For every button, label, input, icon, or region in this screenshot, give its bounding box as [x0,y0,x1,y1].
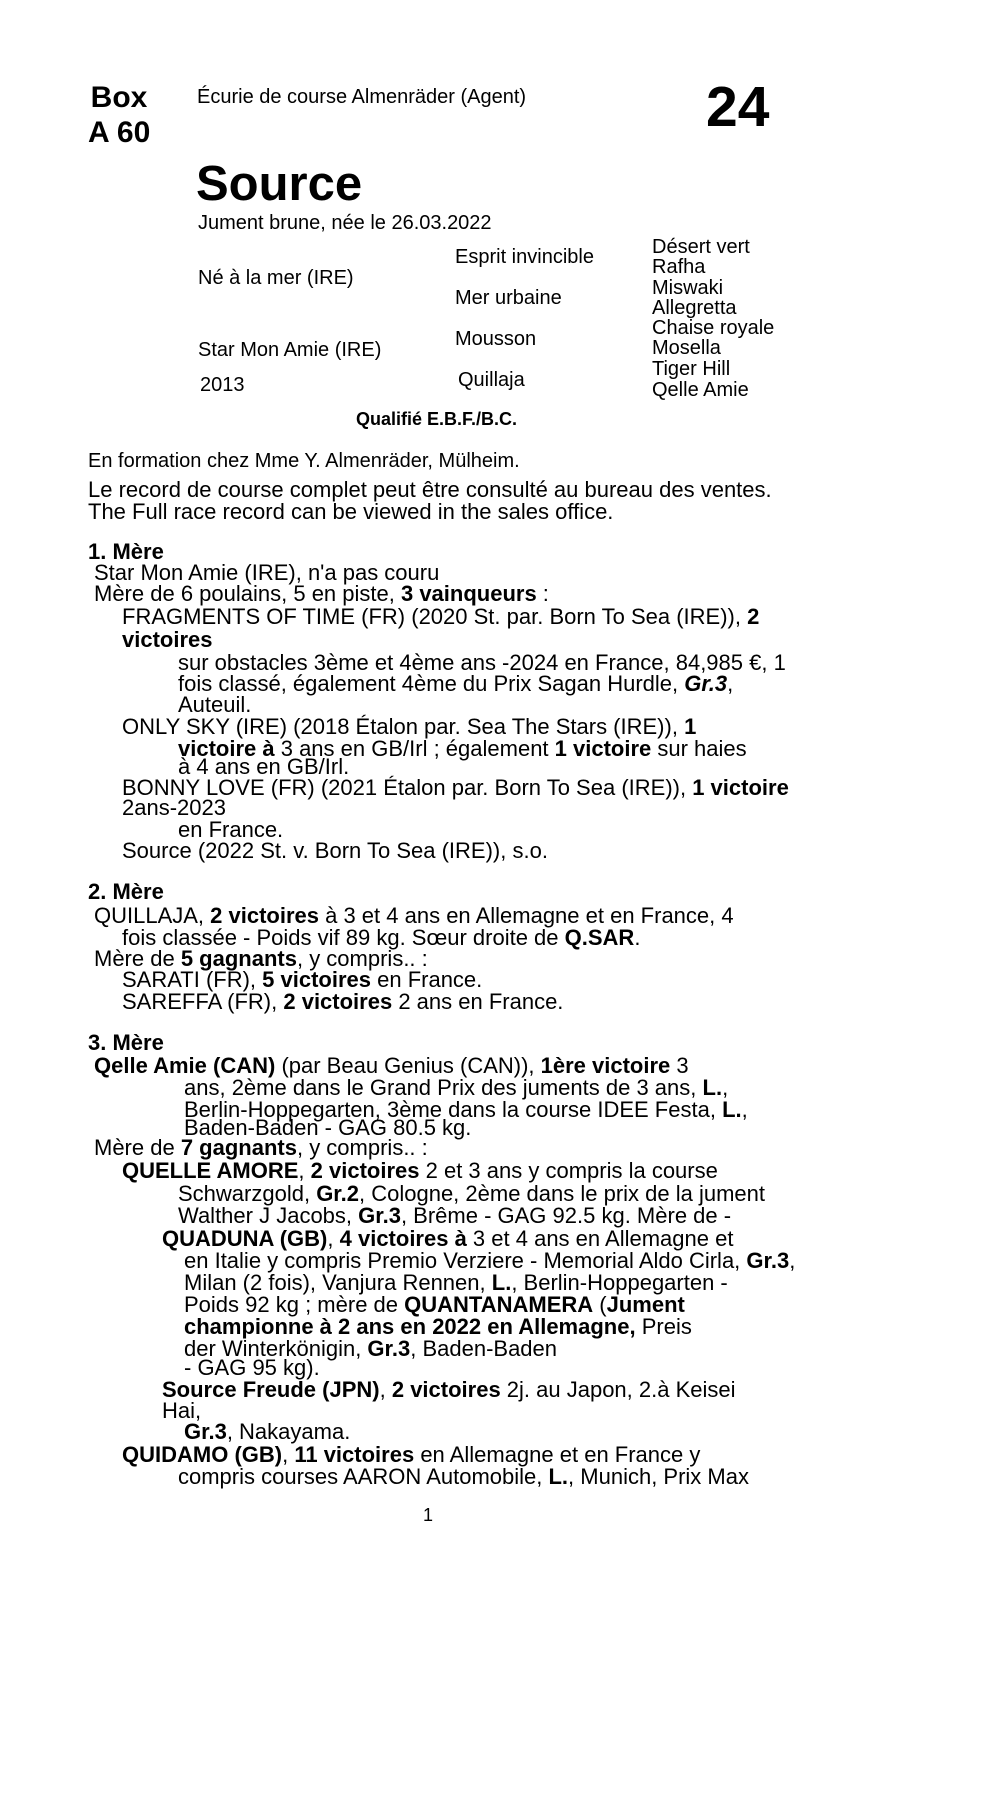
pedigree-grandparent: Mer urbaine [455,287,562,309]
pedigree-sire: Né à la mer (IRE) [198,267,354,289]
pedigree-great-grandparent: Tiger Hill [652,358,731,380]
section-line: SAREFFA (FR), 2 victoires 2 ans en France. [122,989,564,1014]
section-line: BONNY LOVE (FR) (2021 Étalon par. Born To Sea (IRE)), 1 victoire [122,775,789,800]
pedigree-dam: Star Mon Amie (IRE) [198,339,382,361]
section-line: Schwarzgold, Gr.2, Cologne, 2ème dans le prix de la jument [178,1181,766,1206]
section-line: 2ans-2023 [122,795,226,820]
section-line: Poids 92 kg ; mère de QUANTANAMERA (Jument [184,1292,685,1317]
box-line-2: A 60 [88,116,151,149]
section-line: QUELLE AMORE, 2 victoires 2 et 3 ans y compris la course [122,1158,718,1183]
section-line: QUILLAJA, 2 victoires à 3 et 4 ans en Allemagne et en France, 4 [94,903,734,928]
qualification: Qualifié E.B.F./B.C. [356,409,518,429]
section-line: championne à 2 ans en 2022 en Allemagne, Preis [184,1314,692,1339]
pedigree-great-grandparent: Qelle Amie [652,379,749,401]
section-line: der Winterkönigin, Gr.3, Baden-Baden [184,1336,558,1361]
pedigree-grandparent: Mousson [455,328,537,350]
section-line: QUIDAMO (GB), 11 victoires en Allemagne et en France y [122,1442,701,1467]
consignor: Écurie de course Almenräder (Agent) [197,86,527,108]
pedigree-great-grandparent: Miswaki [652,277,724,299]
horse-description: Jument brune, née le 26.03.2022 [198,212,492,234]
pedigree-great-grandparent: Mosella [652,337,721,359]
lot-number: 24 [706,75,770,139]
section-line: Source Freude (JPN), 2 victoires 2j. au Japon, 2.à Keisei [162,1377,736,1402]
section-line: Star Mon Amie (IRE), n'a pas couru [94,560,440,585]
section-line: Mère de 7 gagnants, y compris.. : [94,1135,428,1160]
section-line: - GAG 95 kg). [184,1355,320,1380]
section-line: QUADUNA (GB), 4 victoires à 3 et 4 ans en Allemagne et [162,1226,734,1251]
pedigree-great-grandparent: Chaise royale [652,317,775,339]
section-line: en France. [178,817,284,842]
section-line: ans, 2ème dans le Grand Prix des juments de 3 ans, L., [184,1075,729,1100]
section-line: ONLY SKY (IRE) (2018 Étalon par. Sea The Stars (IRE)), 1 [122,714,697,739]
section-line: Auteuil. [178,692,252,717]
section-title: 1. Mère [88,539,164,564]
horse-name: Source [196,157,363,211]
pedigree-great-grandparent: Rafha [652,256,706,278]
section-line: Berlin-Hoppegarten, 3ème dans la course IDEE Festa, L., [184,1097,748,1122]
section-line: Mère de 6 poulains, 5 en piste, 3 vainqueurs : [94,581,549,606]
section-line: à 4 ans en GB/Irl. [178,754,350,779]
record-notice-fr: Le record de course complet peut être consulté au bureau des ventes. [88,477,772,502]
section-line: sur obstacles 3ème et 4ème ans -2024 en France, 84,985 €, 1 [178,650,786,675]
section-line: Source (2022 St. v. Born To Sea (IRE)), s.o. [122,838,548,863]
box-label [88,80,150,150]
section-line: victoires [122,627,213,652]
section-line: en Italie y compris Premio Verziere - Memorial Aldo Cirla, Gr.3, [184,1248,796,1273]
section-line: Mère de 5 gagnants, y compris.. : [94,946,428,971]
section-title: 3. Mère [88,1030,164,1055]
section-title: 2. Mère [88,879,164,904]
section-line: fois classée - Poids vif 89 kg. Sœur droite de Q.SAR. [122,925,641,950]
section-line: Milan (2 fois), Vanjura Rennen, L., Berlin-Hoppegarten - [184,1270,728,1295]
pedigree-dam-year: 2013 [200,374,245,396]
pedigree-grandparent: Quillaja [458,369,525,391]
section-line: SARATI (FR), 5 victoires en France. [122,967,483,992]
section-line: fois classé, également 4ème du Prix Sagan Hurdle, Gr.3, [178,671,734,696]
section-line: Gr.3, Nakayama. [184,1419,351,1444]
page-number: 1 [423,1505,434,1525]
section-line: compris courses AARON Automobile, L., Munich, Prix Max [178,1464,749,1489]
pedigree-grandparent: Esprit invincible [455,246,594,268]
pedigree-great-grandparent: Désert vert [652,236,750,258]
section-line: Walther J Jacobs, Gr.3, Brême - GAG 92.5 kg. Mère de - [178,1203,732,1228]
box-line-1: Box [90,81,148,114]
pedigree-great-grandparent: Allegretta [652,297,737,319]
section-line: Qelle Amie (CAN) (par Beau Genius (CAN)), 1ère victoire 3 [94,1053,689,1078]
training-info: En formation chez Mme Y. Almenräder, Mülheim. [88,450,520,472]
section-line: FRAGMENTS OF TIME (FR) (2020 St. par. Born To Sea (IRE)), 2 [122,604,760,629]
section-line: victoire à 3 ans en GB/Irl ; également 1 victoire sur haies [178,736,747,761]
section-line: Baden-Baden - GAG 80.5 kg. [184,1115,472,1140]
section-line: Hai, [162,1398,202,1423]
record-notice-en: The Full race record can be viewed in the sales office. [88,499,614,524]
